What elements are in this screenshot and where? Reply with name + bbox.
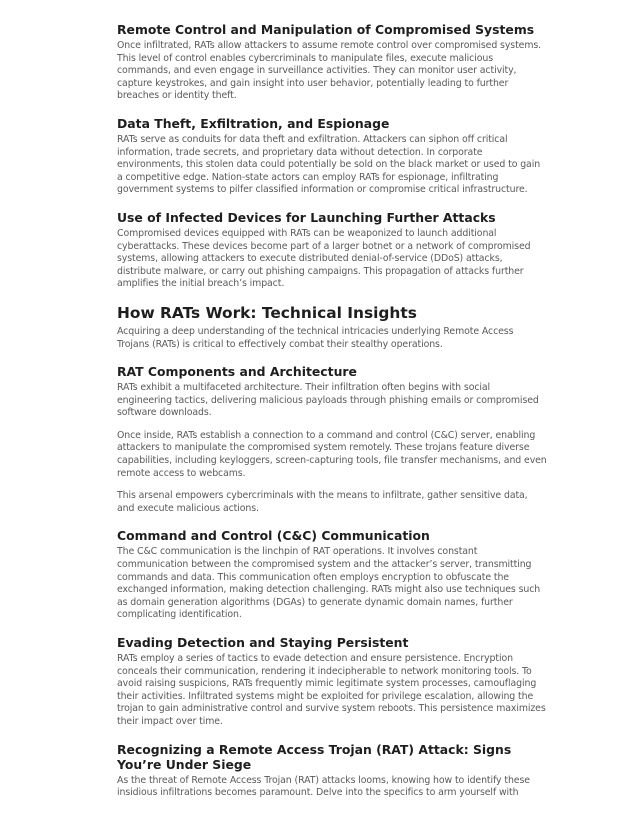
heading-infected-devices: Use of Infected Devices for Launching Further Attacks bbox=[117, 209, 496, 225]
paragraph-recognizing: As the threat of Remote Access Trojan (RAT) attacks looms, knowing how to identify these insidious infiltrations becomes paramount. Delve into the specifics to arm yourself with bbox=[117, 774, 530, 799]
heading-recognizing: Recognizing a Remote Access Trojan (RAT) Attack: Signs You’re Under Siege bbox=[117, 741, 512, 772]
paragraph-remote-control: Once infiltrated, RATs allow attackers to assume remote control over compromised systems. This level of control enables cybercriminals to manipulate files, execute malicious commands, and even engage in surveillance activities. They can monitor user activity, capture keystrokes, and gain insight into user behavior, potentially leading to further breaches or identity theft. bbox=[117, 40, 542, 102]
heading-components: RAT Components and Architecture bbox=[117, 364, 357, 380]
heading-cnc: Command and Control (C&C) Communication bbox=[117, 528, 430, 544]
paragraph-components-2: Once inside, RATs establish a connection to a command and control (C&C) server, enabling attackers to manipulate the compromised system remotely. These trojans feature diverse capabilities, including keyloggers, screen-capturing tools, file transfer mechanisms, and even remote access to webcams. bbox=[117, 429, 547, 479]
paragraph-how-rats-work: Acquiring a deep understanding of the technical intricacies underlying Remote Access Trojans (RATs) is critical to effectively combat their stealthy operations. bbox=[117, 325, 514, 350]
paragraph-evading: RATs employ a series of tactics to evade detection and ensure persistence. Encryption conceals their communication, rendering it indecipherable to network monitoring tools. To avoid raising suspicions, RATs frequently mimic legitimate system processes, camouflaging their activities. Infiltrated systems might be exploited for privilege escalation, allowing the trojan to gain administrative control and survive system reboots. This persistence maximizes their impact over time. bbox=[117, 653, 546, 727]
paragraph-cnc: The C&C communication is the linchpin of RAT operations. It involves constant communication between the compromised system and the attacker’s server, transmitting commands and data. This communication often employs encryption to obfuscate the exchanged information, making detection challenging. RATs might also use techniques such as domain generation algorithms (DGAs) to generate dynamic domain names, further complicating identification. bbox=[117, 546, 541, 621]
paragraph-components-3: This arsenal empowers cybercriminals with the means to infiltrate, gather sensitive data, and execute malicious actions. bbox=[117, 490, 528, 514]
heading-how-rats-work: How RATs Work: Technical Insights bbox=[117, 303, 417, 322]
document-page bbox=[117, 22, 547, 800]
heading-data-theft: Data Theft, Exfiltration, and Espionage bbox=[117, 115, 390, 131]
heading-remote-control: Remote Control and Manipulation of Compromised Systems bbox=[117, 22, 535, 37]
paragraph-infected-devices: Compromised devices equipped with RATs can be weaponized to launch additional cyberattacks. These devices become part of a larger botnet or a network of compromised systems, allowing attackers to execute distributed denial-of-service (DDoS) attacks, distribute malware, or carry out phishing campaigns. This propagation of attacks further amplifies the initial breach’s impact. bbox=[117, 227, 531, 290]
paragraph-components-1: RATs exhibit a multifaceted architecture. Their infiltration often begins with social engineering tactics, delivering malicious payloads through phishing emails or compromised software downloads. bbox=[117, 382, 539, 419]
heading-evading: Evading Detection and Staying Persistent bbox=[117, 635, 409, 650]
paragraph-data-theft: RATs serve as conduits for data theft and exfiltration. Attackers can siphon off critical information, trade secrets, and proprietary data without detection. In corporate environments, this stolen data could potentially be sold on the black market or used to gain a competitive edge. Nation-state actors can employ RATs for espionage, infiltrating government systems to pilfer classified information or compromise critical infrastructure. bbox=[117, 133, 541, 196]
